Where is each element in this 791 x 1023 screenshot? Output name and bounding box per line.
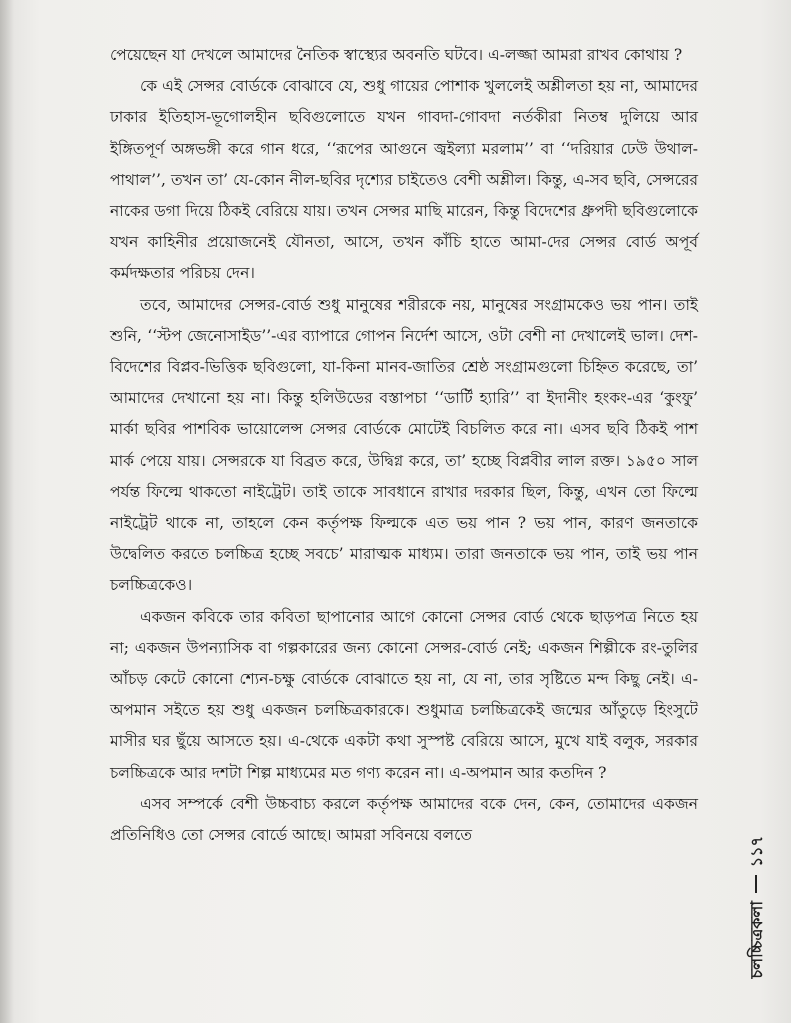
paragraph-censor-board: কে এই সেন্সর বোর্ডকে বোঝাবে যে, শুধু গায়ের পোশাক খুললেই অশ্লীলতা হয় না, আমাদের ঢাকার ইতিহাস-ভূগোলহীন ছবিগুলোতে যখন গাবদা-গোবদা নর্তকীরা নিতম্ব দুলিয়ে আর ইঙ্গিতপূর্ণ অঙ্গভঙ্গী করে গান ধরে, ‘‘রূপের আগুনে জ্বইল্যা মরলাম’’ বা ‘‘দরিয়ার ঢেউ উথাল-পাথাল’’, তখন তা’ যে-কোন নীল-ছবির দৃশ্যের চাইতেও বেশী অশ্লীল। কিন্তু, এ-সব ছবি, সেন্সরের নাকের ডগা দিয়ে ঠিকই বেরিয়ে যায়। তখন সেন্সর মাছি মারেন, কিন্তু বিদেশের ধ্রুপদী ছবিগুলোকে যখন কাহিনীর প্রয়োজনেই যৌনতা, আসে, তখন কাঁচি হাতে আমা-দের সেন্সর বোর্ড অপূর্ব কর্মদক্ষতার পরিচয় দেন। bbox=[110, 77, 698, 283]
paragraph-authority: এসব সম্পর্কে বেশী উচ্চবাচ্য করলে কর্তৃপক্ষ আমাদের বকে দেন, কেন, তোমাদের একজন প্রতিনিধিও তো সেন্সর বোর্ডে আছে। আমরা সবিনয়ে বলতে bbox=[110, 794, 698, 845]
paragraph-struggle: তবে, আমাদের সেন্সর-বোর্ড শুধু মানুষের শরীরকে নয়, মানুষের সংগ্রামকেও ভয় পান। তাই শুনি, ‘‘স্টপ জেনোসাইড’’-এর ব্যাপারে গোপন নির্দেশ আসে, ওটা বেশী না দেখালেই ভাল। দেশ-বিদেশের বিপ্লব-ভিত্তিক ছবিগুলো, যা-কিনা মানব-জাতির শ্রেষ্ঠ সংগ্রামগুলো চিহ্নিত করেছে, তা’ আমাদের দেখানো হয় না। কিন্তু হলিউডের বস্তাপচা ‘‘ডার্টি হ্যারি’’ বা ইদানীং হংকং-এর ‘কুংফু’ মার্কা ছবির পাশবিক ভায়োলেন্স সেন্সর বোর্ডকে মোটেই বিচলিত করে না। এসব ছবি ঠিকই পাশ মার্ক পেয়ে যায়। সেন্সরকে যা বিব্রত করে, উদ্বিগ্ন করে, তা’ হচ্ছে বিপ্লবীর লাল রক্ত। ১৯৫০ সাল পর্যন্ত ফিল্মে থাকতো নাইট্রেট। তাই তাকে সাবধানে রাখার দরকার ছিল, কিন্তু, এখন তো ফিল্মে নাইট্রেট থাকে না, তাহলে কেন কর্তৃপক্ষ ফিল্মকে এত ভয় পান ? ভয় পান, কারণ জনতাকে উদ্বেলিত করতে চলচ্চিত্র হচ্ছে সবচে’ মারাত্মক মাধ্যম। তারা জনতাকে ভয় পান, তাই ভয় পান চলচ্চিত্রকেও। bbox=[110, 295, 698, 595]
page-number: ১১৭ bbox=[746, 836, 766, 868]
paragraph-continuation: পেয়েছেন যা দেখলে আমাদের নৈতিক স্বাস্থ্যের অবনতি ঘটবে। এ-লজ্জা আমরা রাখব কোথায় ? bbox=[110, 46, 683, 64]
running-header bbox=[742, 836, 770, 991]
header-divider bbox=[755, 875, 757, 893]
paragraph-poet: একজন কবিকে তার কবিতা ছাপানোর আগে কোনো সেন্সর বোর্ড থেকে ছাড়পত্র নিতে হয় না; একজন উপন্যাসিক বা গল্পকারের জন্য কোনো সেন্সর-বোর্ড নেই; একজন শিল্পীকে রং-তুলির আঁচড় কেটে কোনো শ্যেন-চক্ষু বোর্ডকে বোঝাতে হয় না, যে না, তার সৃষ্টিতে মন্দ কিছু নেই। এ-অপমান সইতে হয় শুধু একজন চলচ্চিত্রকারকে। শুধুমাত্র চলচ্চিত্রকেই জন্মের আঁতুড়ে হিংসুটে মাসীর ঘর ছুঁয়ে আসতে হয়। এ-থেকে একটা কথা সুস্পষ্ট বেরিয়ে আসে, মুখে যাই বলুক, সরকার চলচ্চিত্রকে আর দশটা শিল্প মাধ্যমের মত গণ্য করেন না। এ-অপমান আর কতদিন ? bbox=[110, 607, 698, 782]
body-text bbox=[110, 40, 698, 851]
running-title: চলচ্চিত্রকলা bbox=[746, 901, 766, 979]
binding-shadow bbox=[0, 0, 14, 1023]
